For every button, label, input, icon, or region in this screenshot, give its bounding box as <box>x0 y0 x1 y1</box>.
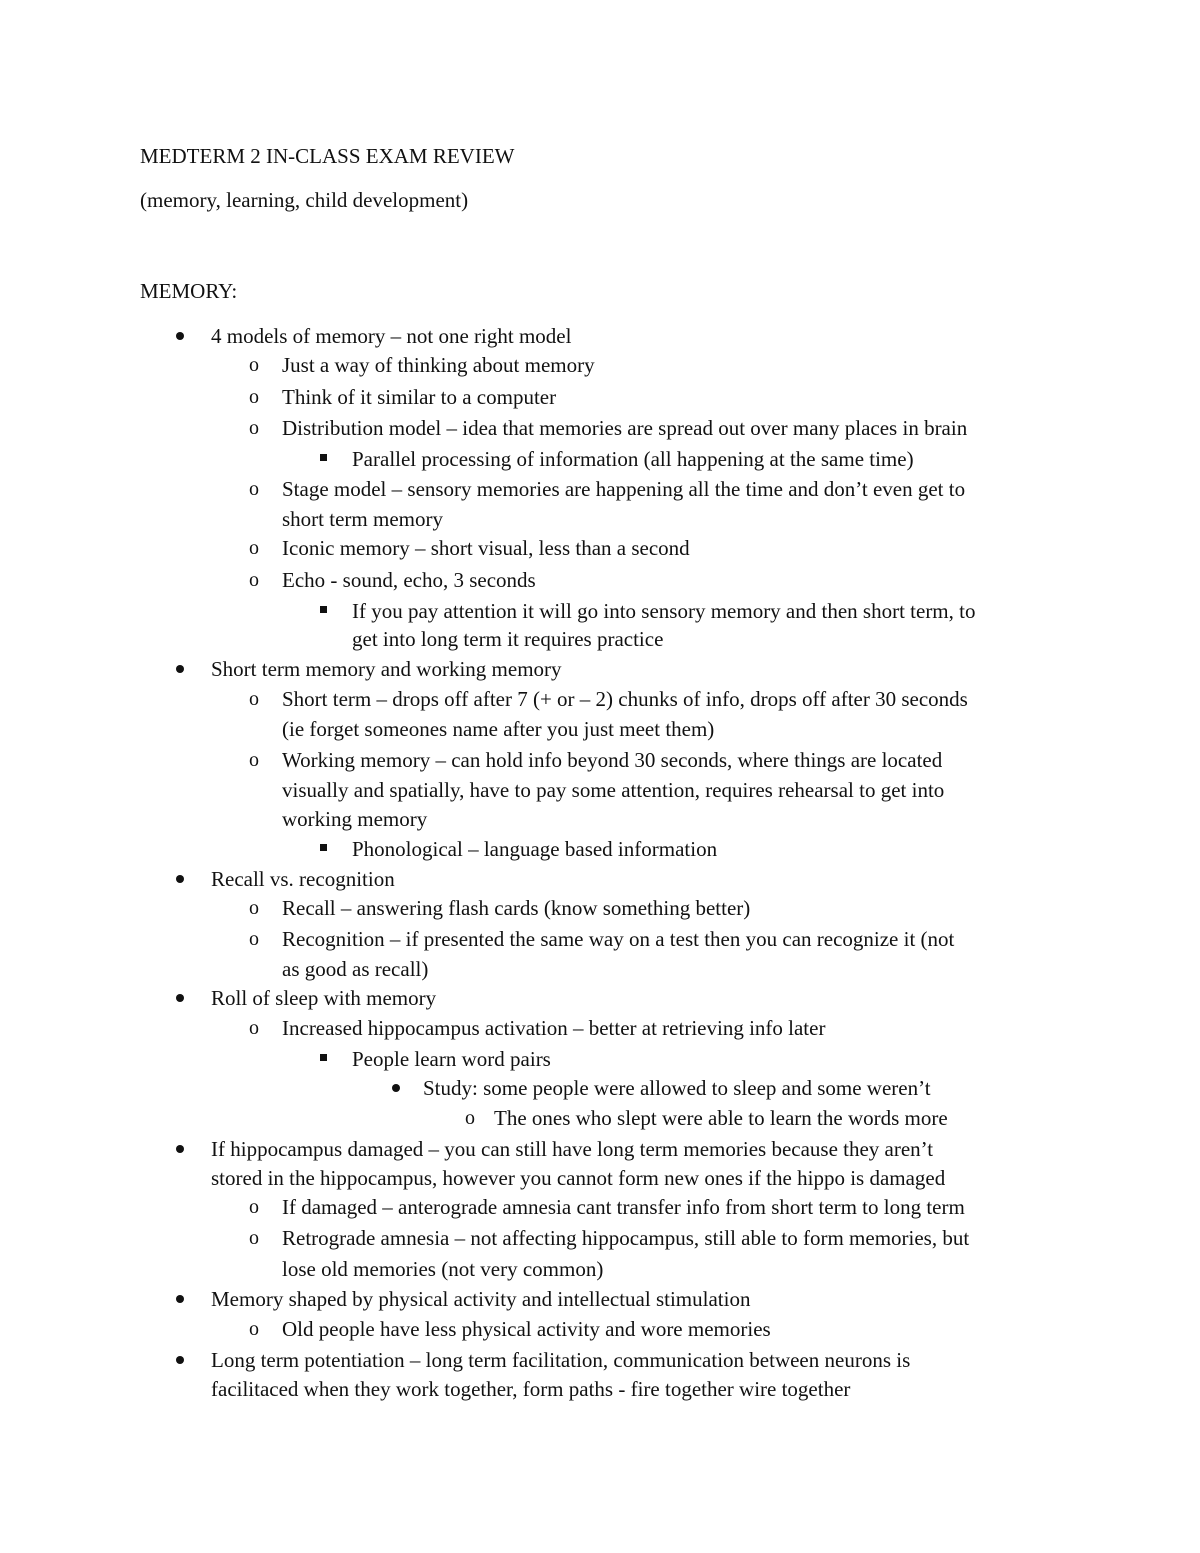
bullet-circle-icon: o <box>249 1318 259 1340</box>
list-item: 4 models of memory – not one right model <box>211 324 572 348</box>
list-item-continuation: get into long term it requires practice <box>352 627 664 651</box>
list-item: Short term – drops off after 7 (+ or – 2) chunks of info, drops off after 30 seconds <box>282 687 968 711</box>
list-item-continuation: visually and spatially, have to pay some attention, requires rehearsal to get into <box>282 778 945 802</box>
bullet-square-icon <box>320 606 327 613</box>
list-item: Echo - sound, echo, 3 seconds <box>282 568 536 592</box>
list-item: Short term memory and working memory <box>211 657 562 681</box>
list-item: Recall – answering flash cards (know something better) <box>282 896 751 920</box>
list-item-continuation: as good as recall) <box>282 957 429 981</box>
bullet-square-icon <box>320 454 327 461</box>
list-item: Think of it similar to a computer <box>282 385 557 409</box>
list-item: Working memory – can hold info beyond 30 seconds, where things are located <box>282 748 943 772</box>
bullet-disc-icon <box>392 1084 400 1092</box>
list-item: Increased hippocampus activation – better at retrieving info later <box>282 1016 826 1040</box>
list-item: Stage model – sensory memories are happening all the time and don’t even get to <box>282 477 966 501</box>
list-item: Just a way of thinking about memory <box>282 353 595 377</box>
section-heading-memory: MEMORY: <box>140 279 238 303</box>
list-item: The ones who slept were able to learn the words more <box>494 1106 948 1130</box>
bullet-disc-icon <box>176 665 184 673</box>
list-item-continuation: lose old memories (not very common) <box>282 1257 604 1281</box>
bullet-disc-icon <box>176 1295 184 1303</box>
bullet-circle-icon: o <box>249 537 259 559</box>
bullet-circle-icon: o <box>249 1227 259 1249</box>
bullet-disc-icon <box>176 332 184 340</box>
list-item: Old people have less physical activity and wore memories <box>282 1317 771 1341</box>
list-item: Memory shaped by physical activity and intellectual stimulation <box>211 1287 751 1311</box>
document-title: MEDTERM 2 IN-CLASS EXAM REVIEW <box>140 144 515 168</box>
list-item: Phonological – language based information <box>352 837 718 861</box>
document-subtitle: (memory, learning, child development) <box>140 188 469 212</box>
list-item: If damaged – anterograde amnesia cant transfer info from short term to long term <box>282 1195 965 1219</box>
bullet-circle-icon: o <box>249 569 259 591</box>
bullet-circle-icon: o <box>249 386 259 408</box>
list-item: Roll of sleep with memory <box>211 986 437 1010</box>
list-item-continuation: (ie forget someones name after you just meet them) <box>282 717 715 741</box>
bullet-circle-icon: o <box>249 417 259 439</box>
bullet-square-icon <box>320 844 327 851</box>
bullet-disc-icon <box>176 875 184 883</box>
list-item: Distribution model – idea that memories are spread out over many places in brain <box>282 416 968 440</box>
list-item-continuation: short term memory <box>282 507 443 531</box>
list-item: If you pay attention it will go into sensory memory and then short term, to <box>352 599 976 623</box>
list-item: If hippocampus damaged – you can still have long term memories because they aren’t <box>211 1137 934 1161</box>
bullet-disc-icon <box>176 994 184 1002</box>
bullet-square-icon <box>320 1054 327 1061</box>
bullet-circle-icon: o <box>249 928 259 950</box>
bullet-circle-icon: o <box>249 354 259 376</box>
list-item: Study: some people were allowed to sleep and some weren’t <box>423 1076 931 1100</box>
list-item-continuation: facilitaced when they work together, form paths - fire together wire together <box>211 1377 851 1401</box>
bullet-circle-icon: o <box>249 749 259 771</box>
list-item: Recognition – if presented the same way on a test then you can recognize it (not <box>282 927 955 951</box>
list-item: Long term potentiation – long term facilitation, communication between neurons is <box>211 1348 911 1372</box>
bullet-circle-icon: o <box>249 1017 259 1039</box>
bullet-circle-icon: o <box>249 1196 259 1218</box>
list-item: Recall vs. recognition <box>211 867 395 891</box>
bullet-circle-icon: o <box>249 897 259 919</box>
list-item: People learn word pairs <box>352 1047 551 1071</box>
list-item: Retrograde amnesia – not affecting hippocampus, still able to form memories, but <box>282 1226 970 1250</box>
list-item: Iconic memory – short visual, less than a second <box>282 536 690 560</box>
bullet-circle-icon: o <box>249 688 259 710</box>
bullet-circle-icon: o <box>465 1107 475 1129</box>
bullet-disc-icon <box>176 1145 184 1153</box>
list-item: Parallel processing of information (all happening at the same time) <box>352 447 914 471</box>
list-item-continuation: working memory <box>282 807 428 831</box>
bullet-disc-icon <box>176 1356 184 1364</box>
list-item-continuation: stored in the hippocampus, however you cannot form new ones if the hippo is damaged <box>211 1166 946 1190</box>
bullet-circle-icon: o <box>249 478 259 500</box>
